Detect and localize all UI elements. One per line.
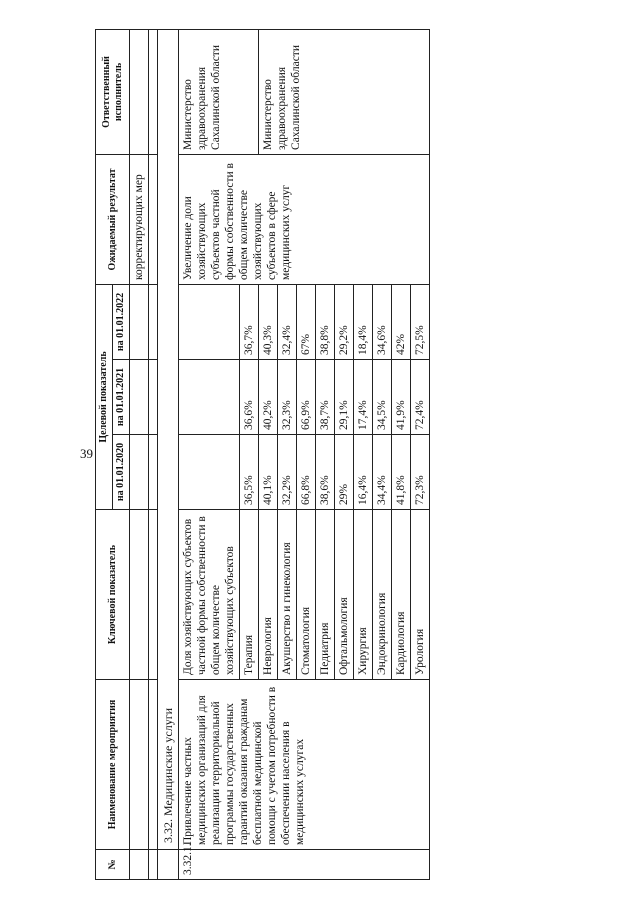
value-2020: 40,1% [259, 435, 278, 510]
value-2022: 36,7% [240, 284, 259, 359]
value-2021: 41,9% [392, 360, 411, 435]
section-title: 3.32. Медицинские услуги [158, 29, 179, 849]
header-2021: на 01.01.2021 [113, 360, 130, 435]
item-2021 [179, 360, 240, 435]
value-2021: 34,5% [373, 360, 392, 435]
rotated-table-container [95, 30, 640, 880]
item-responsible-2: Министерство здравоохранения Сахалинской области [259, 29, 430, 154]
carry-2021 [130, 360, 149, 435]
header-activity: Наименование мероприятия [96, 680, 130, 850]
value-2021: 36,6% [240, 360, 259, 435]
item-indicator: Доля хозяйствующих субъектов частной формы собственности в общем количестве хозяйствующих субъектов [179, 510, 240, 680]
carry-row [130, 29, 149, 879]
spacer-row [149, 29, 158, 879]
value-2020: 36,5% [240, 435, 259, 510]
value-2022: 72,5% [411, 284, 430, 359]
carry-responsible [130, 29, 149, 154]
item-2020 [179, 435, 240, 510]
header-num: № [96, 850, 130, 880]
carry-result: корректирующих мер [130, 154, 149, 284]
value-2020: 29% [335, 435, 354, 510]
carry-2022 [130, 284, 149, 359]
indicator-name: Неврология [259, 510, 278, 680]
indicator-name: Терапия [240, 510, 259, 680]
indicator-name: Стоматология [297, 510, 316, 680]
value-2022: 40,3% [259, 284, 278, 359]
indicator-name: Эндокринология [373, 510, 392, 680]
value-2021: 66,9% [297, 360, 316, 435]
header-responsible: Ответственный исполнитель [96, 29, 130, 154]
header-2022: на 01.01.2022 [113, 284, 130, 359]
value-2022: 67% [297, 284, 316, 359]
carry-num [130, 850, 149, 880]
section-num [158, 850, 179, 880]
item-responsible-1: Министерство здравоохранения Сахалинской области [179, 29, 259, 154]
value-2020: 16,4% [354, 435, 373, 510]
header-target: Целевой показатель [96, 284, 113, 509]
item-2022 [179, 284, 240, 359]
header-indicator: Ключевой показатель [96, 510, 130, 680]
item-num: 3.32.1. [179, 850, 430, 880]
value-2022: 38,8% [316, 284, 335, 359]
carry-indicator [130, 510, 149, 680]
carry-activity [130, 680, 149, 850]
measures-table [95, 29, 430, 880]
header-row [96, 29, 113, 879]
value-2021: 17,4% [354, 360, 373, 435]
value-2020: 34,4% [373, 435, 392, 510]
value-2022: 42% [392, 284, 411, 359]
section-row [158, 29, 179, 879]
header-result: Ожидаемый результат [96, 154, 130, 284]
value-2020: 66,8% [297, 435, 316, 510]
item-result: Увеличение доли хозяйствующих субъектов частной формы собственности в общем количестве хозяйствующих субъектов в сфере медицинских услуг [179, 154, 430, 284]
value-2022: 18,4% [354, 284, 373, 359]
page-number: 39 [80, 446, 93, 461]
value-2020: 72,3% [411, 435, 430, 510]
item-activity: Привлечение частных медицинских организаций для реализации территориальной программы государственных гарантий оказания гражданам бесплатной медицинской помощи с учетом потребности в обеспечении населения в медицинских услугах [179, 680, 430, 850]
header-2020: на 01.01.2020 [113, 435, 130, 510]
value-2020: 41,8% [392, 435, 411, 510]
indicator-name: Офтальмология [335, 510, 354, 680]
value-2020: 32,2% [278, 435, 297, 510]
value-2021: 40,2% [259, 360, 278, 435]
value-2021: 32,3% [278, 360, 297, 435]
indicator-name: Педиатрия [316, 510, 335, 680]
indicator-name: Хирургия [354, 510, 373, 680]
value-2022: 29,2% [335, 284, 354, 359]
value-2021: 72,4% [411, 360, 430, 435]
indicator-name: Кардиология [392, 510, 411, 680]
value-2021: 38,7% [316, 360, 335, 435]
indicator-name: Акушерство и гинекология [278, 510, 297, 680]
value-2020: 38,6% [316, 435, 335, 510]
value-2022: 34,6% [373, 284, 392, 359]
carry-2020 [130, 435, 149, 510]
value-2021: 29,1% [335, 360, 354, 435]
item-row [179, 29, 240, 879]
value-2022: 32,4% [278, 284, 297, 359]
indicator-name: Урология [411, 510, 430, 680]
